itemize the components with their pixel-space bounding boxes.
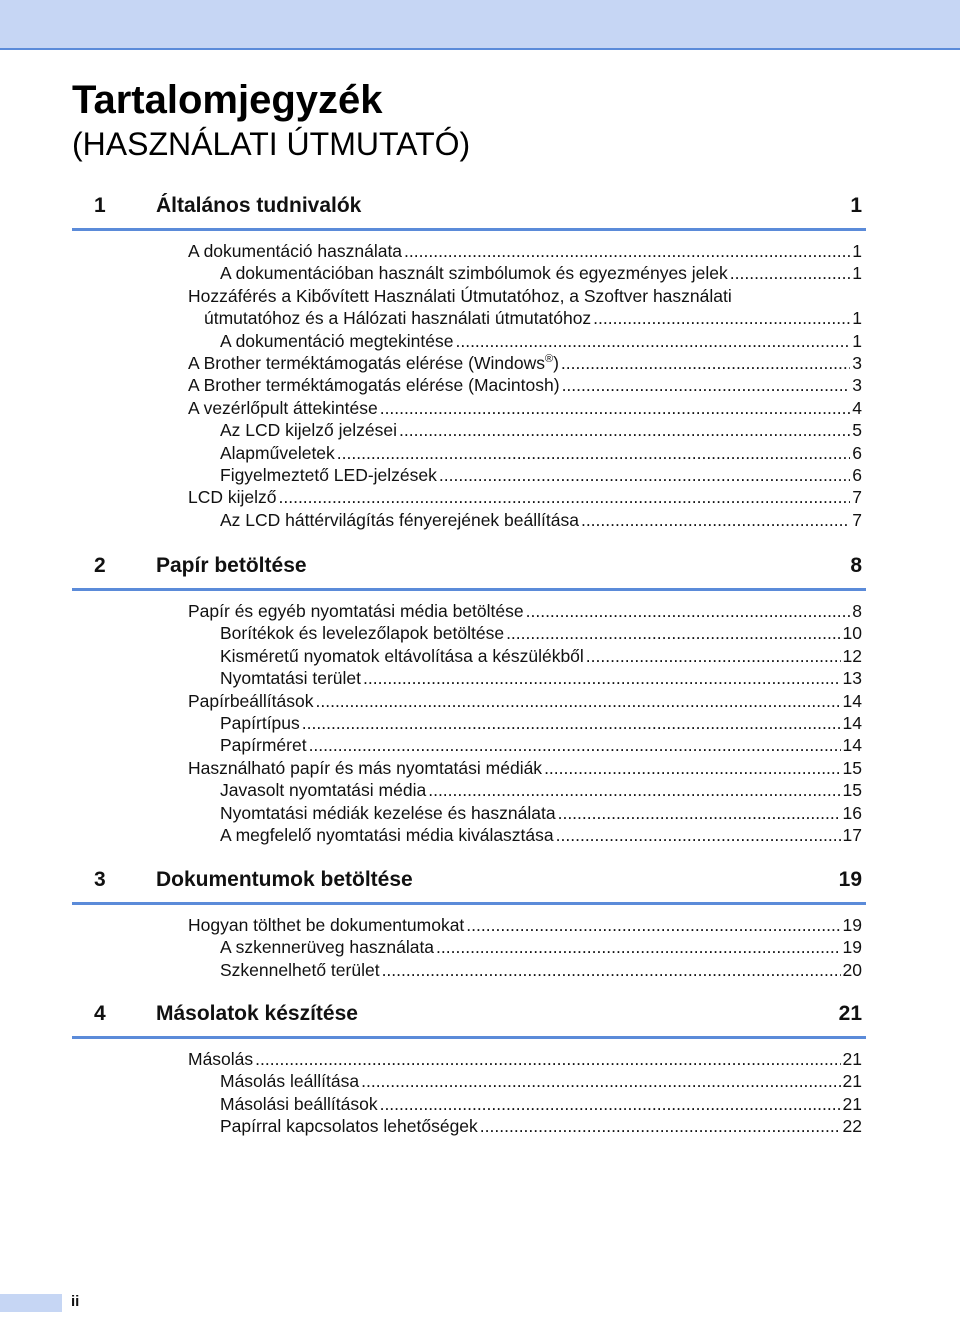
toc-entry-label bbox=[220, 464, 437, 486]
toc-entry-suffix: ) bbox=[553, 352, 559, 373]
toc-entry-label bbox=[220, 712, 300, 734]
toc-entry-text: Nyomtatási terület bbox=[220, 668, 362, 689]
toc-entry-label bbox=[188, 1048, 253, 1070]
toc-entry[interactable] bbox=[72, 645, 866, 667]
toc-entry[interactable] bbox=[72, 779, 866, 801]
registered-mark: ® bbox=[544, 353, 554, 366]
toc-entry-label bbox=[220, 959, 380, 981]
dot-leader bbox=[586, 645, 841, 667]
dot-leader bbox=[526, 600, 851, 622]
toc-entry[interactable] bbox=[72, 802, 866, 824]
toc-entry-label bbox=[220, 622, 504, 644]
toc-entry[interactable] bbox=[72, 667, 866, 689]
dot-leader bbox=[593, 307, 850, 329]
dot-leader bbox=[404, 240, 850, 262]
toc-entry-text: A dokumentáció használata bbox=[188, 241, 403, 261]
toc-entry-text: A vezérlőpult áttekintése bbox=[188, 397, 378, 418]
dot-leader bbox=[730, 262, 850, 284]
dot-leader bbox=[255, 1048, 840, 1070]
dot-leader bbox=[380, 397, 851, 419]
dot-leader bbox=[302, 712, 841, 734]
toc-entry-text: A dokumentációban használt szimbólumok és egyezményes jelek bbox=[220, 263, 728, 284]
toc-entry-text: Alapműveletek bbox=[220, 442, 335, 463]
chapter-title: Dokumentumok betöltése bbox=[156, 868, 413, 891]
toc-entry[interactable] bbox=[72, 734, 866, 756]
toc-entry-label bbox=[220, 802, 556, 824]
chapter-title: Másolatok készítése bbox=[156, 1002, 358, 1025]
toc-entry-label bbox=[220, 262, 728, 284]
dot-leader bbox=[337, 442, 850, 464]
toc-entry-text: útmutatóhoz és a Hálózati használati útmutatóhoz bbox=[204, 308, 592, 329]
dot-leader bbox=[562, 374, 851, 396]
toc-entry[interactable] bbox=[72, 374, 866, 396]
toc-entry-label bbox=[220, 667, 361, 689]
toc-entry[interactable] bbox=[72, 1048, 866, 1070]
toc-entry-page: 1 bbox=[852, 241, 862, 261]
toc-entry-page: 17 bbox=[842, 824, 862, 845]
chapter-number: 1 bbox=[94, 194, 106, 217]
toc-entry[interactable] bbox=[72, 464, 866, 486]
toc-entry-text: Másolás bbox=[188, 1049, 254, 1069]
toc-entry-page: 15 bbox=[842, 780, 862, 801]
toc-entry-label bbox=[220, 645, 584, 667]
toc-entry-label bbox=[220, 734, 307, 756]
toc-entry-label bbox=[188, 600, 524, 622]
toc-entry-label bbox=[188, 914, 464, 936]
chapter-page-number: 1 bbox=[850, 194, 862, 217]
chapter-heading[interactable] bbox=[72, 550, 866, 591]
chapter-number: 2 bbox=[94, 554, 106, 577]
dot-leader bbox=[466, 914, 840, 936]
toc-entry[interactable] bbox=[72, 397, 866, 419]
page-subtitle: (HASZNÁLATI ÚTMUTATÓ) bbox=[72, 126, 471, 162]
toc-entry[interactable] bbox=[72, 1070, 866, 1092]
chapter-section bbox=[72, 190, 866, 531]
chapter-number: 4 bbox=[94, 1002, 106, 1025]
toc-entry-page: 14 bbox=[842, 735, 862, 756]
toc-entry-page: 6 bbox=[852, 442, 862, 463]
toc-entry-page: 3 bbox=[852, 375, 862, 396]
toc-entry-text: A dokumentáció megtekintése bbox=[220, 330, 454, 351]
toc-entry-label bbox=[220, 936, 434, 958]
toc-entry-page: 13 bbox=[842, 668, 862, 689]
toc-entry[interactable] bbox=[72, 600, 866, 622]
toc-entry-text: Kisméretű nyomatok eltávolítása a készülékből bbox=[220, 645, 584, 666]
toc-entry-list bbox=[72, 914, 866, 981]
dot-leader bbox=[309, 734, 841, 756]
header-band bbox=[0, 0, 960, 50]
toc-entry[interactable] bbox=[72, 622, 866, 644]
toc-entry-page: 21 bbox=[842, 1071, 862, 1092]
toc-entry-page: 14 bbox=[842, 712, 862, 733]
toc-entry-text: Figyelmeztető LED-jelzések bbox=[220, 464, 437, 485]
toc-entry-page: 21 bbox=[842, 1049, 862, 1069]
toc-entry-text: Használható papír és más nyomtatási médiák bbox=[188, 757, 543, 778]
toc-entry-page: 5 bbox=[852, 420, 862, 441]
toc-entry-text: Papírméret bbox=[220, 735, 307, 756]
toc-entry[interactable] bbox=[72, 307, 866, 329]
toc-entry-page: 20 bbox=[842, 959, 862, 980]
toc-entry-page: 19 bbox=[842, 915, 862, 935]
toc-entry-text: A Brother terméktámogatás elérése (Windows bbox=[188, 352, 545, 373]
toc-entry-label bbox=[188, 757, 542, 779]
toc-entry-page: 19 bbox=[842, 937, 862, 958]
toc-entry-label bbox=[220, 1070, 359, 1092]
toc-entry-page: 1 bbox=[852, 263, 862, 284]
toc-entry[interactable] bbox=[72, 352, 866, 374]
toc-entry-text: A megfelelő nyomtatási média kiválasztása bbox=[220, 824, 554, 845]
toc-entry-page: 16 bbox=[842, 802, 862, 823]
toc-entry-page: 1 bbox=[852, 308, 862, 329]
toc-entry-page: 12 bbox=[842, 645, 862, 666]
toc-entry-label bbox=[220, 1115, 478, 1137]
toc-entry[interactable] bbox=[72, 1115, 866, 1137]
toc-entry-label bbox=[188, 397, 378, 419]
toc-entry[interactable] bbox=[72, 757, 866, 779]
toc-entry-text: Javasolt nyomtatási média bbox=[220, 780, 427, 801]
toc-entry[interactable] bbox=[72, 486, 866, 508]
toc-entry-page: 22 bbox=[842, 1116, 862, 1137]
chapter-section bbox=[72, 550, 866, 846]
dot-leader bbox=[279, 486, 851, 508]
dot-leader bbox=[556, 824, 841, 846]
dot-leader bbox=[480, 1115, 841, 1137]
dot-leader bbox=[544, 757, 840, 779]
toc-entry-label bbox=[220, 419, 397, 441]
toc-entry-list bbox=[72, 240, 866, 531]
toc-entry[interactable] bbox=[72, 1093, 866, 1115]
dot-leader bbox=[561, 352, 850, 374]
toc-entry-label bbox=[188, 374, 560, 396]
toc-entry-label bbox=[188, 240, 402, 262]
dot-leader bbox=[439, 464, 850, 486]
toc-entry[interactable] bbox=[72, 262, 866, 284]
chapter-section bbox=[72, 864, 866, 981]
toc-entry-label bbox=[188, 690, 314, 712]
chapter-title: Papír betöltése bbox=[156, 554, 307, 577]
toc-entry-text: Hozzáférés a Kibővített Használati Útmutatóhoz, a Szoftver használati bbox=[188, 285, 732, 306]
toc-entry-page: 21 bbox=[842, 1093, 862, 1114]
dot-leader bbox=[581, 509, 850, 531]
chapter-number: 3 bbox=[94, 868, 106, 891]
toc-entry-page: 7 bbox=[852, 509, 862, 530]
toc-entry-label bbox=[188, 486, 277, 508]
dot-leader bbox=[436, 936, 840, 958]
toc-entry-text: Másolás leállítása bbox=[220, 1071, 360, 1092]
toc-entry-text: A szkennerüveg használata bbox=[220, 937, 435, 958]
toc-entry-page: 8 bbox=[852, 601, 862, 621]
toc-entry-page: 3 bbox=[852, 352, 862, 373]
toc-entry[interactable] bbox=[72, 914, 866, 936]
toc-entry[interactable] bbox=[72, 509, 866, 531]
toc-entry-list bbox=[72, 600, 866, 846]
toc-entry-label bbox=[220, 442, 335, 464]
toc-entry-label bbox=[220, 509, 579, 531]
toc-entry[interactable] bbox=[72, 824, 866, 846]
chapter-section bbox=[72, 998, 866, 1138]
dot-leader bbox=[363, 667, 841, 689]
toc-entry-page: 1 bbox=[852, 330, 862, 351]
toc-entry[interactable] bbox=[72, 285, 866, 307]
toc-entry-text: A Brother terméktámogatás elérése (Macintosh) bbox=[188, 375, 560, 396]
toc-entry-label bbox=[220, 330, 453, 352]
toc-entry[interactable] bbox=[72, 240, 866, 262]
toc-entry-page: 7 bbox=[852, 487, 862, 508]
toc-entry-text: Az LCD kijelző jelzései bbox=[220, 420, 398, 441]
dot-leader bbox=[428, 779, 840, 801]
toc-entry-text: Az LCD háttérvilágítás fényerejének beállítása bbox=[220, 509, 579, 530]
toc-entry-text: Nyomtatási médiák kezelése és használata bbox=[220, 802, 556, 823]
toc-entry-text: Szkennelhető terület bbox=[220, 959, 380, 980]
dot-leader bbox=[361, 1070, 840, 1092]
dot-leader bbox=[455, 330, 850, 352]
toc-entry-label bbox=[220, 824, 554, 846]
toc-entry-label bbox=[204, 307, 591, 329]
toc-entry[interactable] bbox=[72, 690, 866, 712]
chapter-heading[interactable] bbox=[72, 190, 866, 231]
toc-entry-text: Hogyan tölthet be dokumentumokat bbox=[188, 915, 465, 935]
toc-entry-page: 4 bbox=[852, 397, 862, 418]
dot-leader bbox=[558, 802, 841, 824]
toc-entry-page: 15 bbox=[842, 757, 862, 778]
toc-entry-text: Papírbeállítások bbox=[188, 690, 314, 711]
toc-entry-text: Borítékok és levelezőlapok betöltése bbox=[220, 623, 505, 644]
dot-leader bbox=[380, 1093, 841, 1115]
chapter-page-number: 8 bbox=[850, 554, 862, 577]
dot-leader bbox=[506, 622, 840, 644]
toc-entry[interactable] bbox=[72, 936, 866, 958]
toc-entry[interactable] bbox=[72, 959, 866, 981]
toc-entry-text: Papír és egyéb nyomtatási média betöltése bbox=[188, 601, 524, 621]
toc-entry-label bbox=[188, 352, 559, 374]
chapter-page-number: 21 bbox=[838, 1002, 862, 1025]
dot-leader bbox=[316, 690, 841, 712]
toc-entry-text: Másolási beállítások bbox=[220, 1093, 378, 1114]
toc-entry-text: LCD kijelző bbox=[188, 487, 277, 508]
toc-entry-label bbox=[220, 1093, 378, 1115]
toc-entry[interactable] bbox=[72, 712, 866, 734]
toc-entry-text: Papírral kapcsolatos lehetőségek bbox=[220, 1116, 478, 1137]
toc-entry[interactable] bbox=[72, 442, 866, 464]
chapter-title: Általános tudnivalók bbox=[156, 194, 362, 217]
toc-entry-list bbox=[72, 1048, 866, 1138]
toc-entry-label bbox=[188, 286, 732, 306]
chapter-heading[interactable] bbox=[72, 998, 866, 1039]
toc-entry[interactable] bbox=[72, 330, 866, 352]
page-number: ii bbox=[71, 1293, 80, 1310]
toc-entry-text: Papírtípus bbox=[220, 712, 300, 733]
dot-leader bbox=[382, 959, 841, 981]
dot-leader bbox=[399, 419, 850, 441]
toc-entry-page: 14 bbox=[842, 690, 862, 711]
page-title: Tartalomjegyzék bbox=[72, 78, 383, 122]
chapter-page-number: 19 bbox=[838, 868, 862, 891]
chapter-heading[interactable] bbox=[72, 864, 866, 905]
toc-entry-page: 10 bbox=[842, 623, 862, 644]
toc-entry[interactable] bbox=[72, 419, 866, 441]
footer-band bbox=[0, 1294, 62, 1312]
toc-entry-page: 6 bbox=[852, 464, 862, 485]
toc-entry-label bbox=[220, 779, 426, 801]
